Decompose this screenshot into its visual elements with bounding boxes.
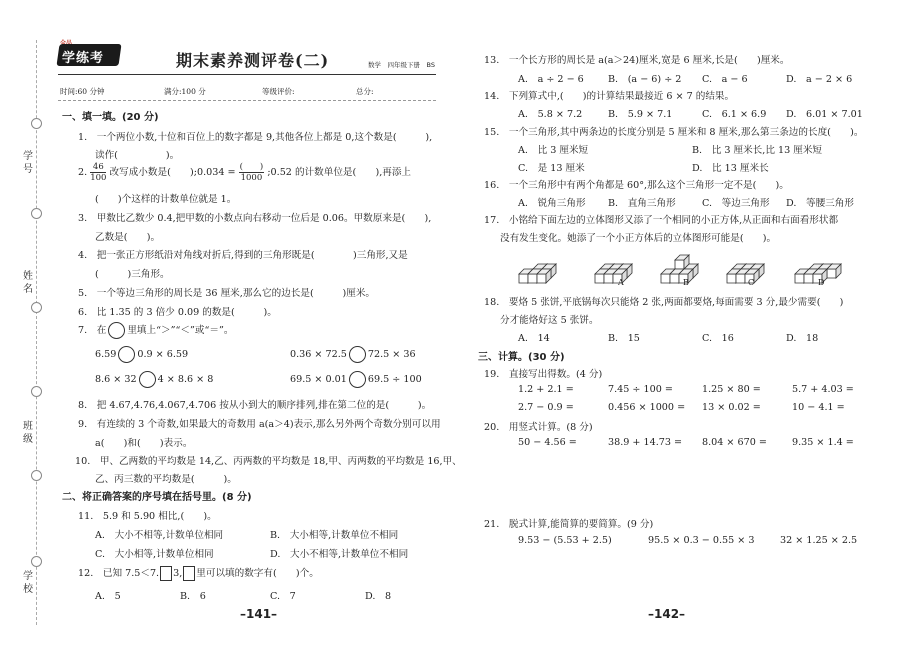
q11-option-c: C. 大小相等,计数单位相同 (95, 549, 214, 560)
answer-circle[interactable] (139, 371, 156, 388)
binding-hole (31, 208, 42, 219)
header-dash-rule (58, 100, 436, 101)
compare-3 (95, 371, 213, 388)
binding-hole (31, 118, 42, 129)
q13-option-d: D. a − 2 × 6 (786, 74, 853, 85)
q17-option-a: A (618, 278, 624, 287)
section-2-title: 二、将正确答案的序号填在括号里。(8 分) (62, 492, 252, 503)
binding-hole (31, 386, 42, 397)
q17-line1: 17. 小铭给下面左边的立体图形又添了一个相同的小正方体,从正面和右面看形状都 (484, 215, 839, 226)
binding-hole (31, 302, 42, 313)
q7-text-a: 7. 在 (78, 325, 107, 336)
q2-line2: ( )个这样的计数单位就是 1。 (95, 194, 237, 205)
q16-option-a: A. 锐角三角形 (518, 198, 586, 209)
q12-option-c: C. 7 (270, 591, 296, 602)
q12-text-b: 3, (173, 568, 183, 579)
compare-2 (290, 346, 416, 363)
q12-text-c: 里可以填的数字有( )个。 (196, 568, 319, 579)
q1-line2: 读作( )。 (95, 150, 180, 161)
calc-item: 5.7 + 4.03 = (792, 384, 854, 395)
calc-item: 7.45 ÷ 100 = (608, 384, 673, 395)
q17-option-d: D (818, 278, 825, 287)
compare-right: 69.5 ÷ 100 (367, 374, 422, 385)
q4-line1: 4. 把一张正方形纸沿对角线对折后,得到的三角形既是( )三角形,又是 (78, 250, 408, 261)
stepwise-calc-item: 9.53 − (5.53 + 2.5) (518, 535, 612, 546)
compare-1 (95, 346, 188, 363)
q16-option-d: D. 等腰三角形 (786, 198, 854, 209)
section-1-title: 一、填一填。(20 分) (62, 112, 159, 123)
label-school: 学校 (23, 571, 33, 595)
q13-option-b: B. (a − 6) ÷ 2 (608, 74, 682, 85)
page-title: 期末素养测评卷(二) (176, 51, 330, 70)
q18-option-c: C. 16 (702, 333, 734, 344)
q14-option-d: D. 6.01 × 7.01 (786, 109, 863, 120)
q17-option-c: C (748, 278, 755, 287)
q17-option-b: B (683, 278, 689, 287)
q2-text-mid: 改写成小数是( );0.034 = (109, 167, 236, 178)
compare-4 (290, 371, 422, 388)
q2-text-end: ;0.52 的计数单位是( ),再添上 (267, 167, 412, 178)
q7-line (78, 322, 234, 339)
stepwise-calc-item: 95.5 × 0.3 − 0.55 × 3 (648, 535, 755, 546)
vertical-calc-item: 38.9 + 14.73 = (608, 437, 683, 448)
grade-eval: 等级评价: (262, 87, 295, 96)
q16-option-c: C. 等边三角形 (702, 198, 770, 209)
exam-time: 时间:60 分钟 (60, 87, 105, 96)
q17-line2: 没有发生变化。她添了一个小正方体后的立体图形可能是( )。 (500, 233, 777, 244)
q13-option-c: C. a − 6 (702, 74, 748, 85)
fraction-blank-1000 (239, 162, 265, 183)
q15-option-a: A. 比 3 厘米短 (518, 145, 589, 156)
q18-option-b: B. 15 (608, 333, 640, 344)
q13: 13. 一个长方形的周长是 a(a＞24)厘米,宽是 6 厘米,长是( )厘米。 (484, 55, 790, 66)
q12-line (78, 565, 319, 581)
q16: 16. 一个三角形中有两个角都是 60°,那么这个三角形一定不是( )。 (484, 180, 789, 191)
calc-item: 2.7 − 0.9 = (518, 402, 574, 413)
q2-number: 2. (78, 167, 88, 178)
answer-circle (108, 322, 125, 339)
vertical-calc-item: 9.35 × 1.4 = (792, 437, 854, 448)
q10-line1: 10. 甲、乙两数的平均数是 14,乙、丙两数的平均数是 18,甲、丙两数的平均数是 16,甲、 (75, 456, 462, 467)
vertical-calc-item: 50 − 4.56 = (518, 437, 577, 448)
label-name: 姓名 (23, 271, 33, 295)
q20: 20. 用竖式计算。(8 分) (484, 422, 593, 433)
q9-line2: a( )和( )表示。 (95, 438, 193, 449)
answer-circle[interactable] (118, 346, 135, 363)
q12-text-a: 12. 已知 7.5＜7. (78, 568, 160, 579)
q11-option-b: B. 大小相等,计数单位不相同 (270, 530, 399, 541)
q5: 5. 一个等边三角形的周长是 36 厘米,那么它的边长是( )厘米。 (78, 288, 376, 299)
fraction-denominator: 100 (90, 173, 107, 183)
q6: 6. 比 1.35 的 3 倍少 0.09 的数是( )。 (78, 307, 277, 318)
compare-right: 72.5 × 36 (367, 349, 416, 360)
q1-line1: 1. 一个两位小数,十位和百位上的数字都是 9,其他各位上都是 0,这个数是( ), (78, 132, 433, 143)
q15: 15. 一个三角形,其中两条边的长度分别是 5 厘米和 8 厘米,那么第三条边的长度( )。 (484, 127, 864, 138)
calc-item: 0.456 × 1000 = (608, 402, 686, 413)
q9-line1: 9. 有连续的 3 个奇数,如果最大的奇数用 a(a＞4)表示,那么另外两个奇数分别可以用 (78, 419, 441, 430)
q7-text-b: 里填上“＞”“＜”或“＝”。 (127, 325, 234, 336)
compare-right: 0.9 × 6.59 (137, 349, 189, 360)
q18-option-d: D. 18 (786, 333, 819, 344)
book-meta: 数学 四年级下册 BS (368, 61, 435, 69)
compare-left: 6.59 (95, 349, 117, 360)
calc-item: 1.2 + 2.1 = (518, 384, 574, 395)
answer-box[interactable] (160, 566, 172, 581)
q10-line2: 乙、丙三数的平均数是( )。 (95, 474, 237, 485)
compare-left: 0.36 × 72.5 (290, 349, 347, 360)
q12-option-b: B. 6 (180, 591, 206, 602)
binding-hole (31, 470, 42, 481)
page-number-right: –142– (648, 607, 686, 621)
q11: 11. 5.9 和 5.90 相比,( )。 (78, 511, 217, 522)
q16-option-b: B. 直角三角形 (608, 198, 676, 209)
q21: 21. 脱式计算,能简算的要简算。(9 分) (484, 519, 654, 530)
stepwise-calc-item: 32 × 1.25 × 2.5 (780, 535, 858, 546)
q18-line2: 分才能烙好这 5 张饼。 (500, 315, 599, 326)
q2-line1 (78, 162, 411, 183)
calc-item: 10 − 4.1 = (792, 402, 845, 413)
q14-option-c: C. 6.1 × 6.9 (702, 109, 767, 120)
fraction-46-100 (90, 162, 106, 183)
compare-left: 69.5 × 0.01 (290, 374, 347, 385)
q15-option-d: D. 比 13 厘米长 (692, 163, 769, 174)
vertical-calc-item: 8.04 × 670 = (702, 437, 767, 448)
answer-circle[interactable] (349, 371, 366, 388)
q15-option-b: B. 比 3 厘米长,比 13 厘米短 (692, 145, 823, 156)
q15-option-c: C. 是 13 厘米 (518, 163, 585, 174)
label-class: 班级 (23, 421, 33, 445)
q3-line1: 3. 甲数比乙数少 0.4,把甲数的小数点向右移动一位后是 0.06。甲数原来是( ), (78, 213, 432, 224)
q13-option-a: A. a ÷ 2 − 6 (518, 74, 584, 85)
header-rule (58, 74, 436, 75)
q3-line2: 乙数是( )。 (95, 232, 161, 243)
logo-text: 学练考 (62, 51, 105, 66)
answer-circle[interactable] (349, 346, 366, 363)
fraction-numerator: ( ) (239, 162, 264, 172)
q4-line2: ( )三角形。 (95, 269, 170, 280)
page-number-left: –141– (240, 607, 278, 621)
q12-option-d: D. 8 (365, 591, 392, 602)
q18-line1: 18. 要烙 5 张饼,平底锅每次只能烙 2 张,两面都要烙,每面需要 3 分,最少需要( ) (484, 297, 844, 308)
label-student-id: 学号 (23, 151, 33, 175)
calc-item: 13 × 0.02 = (702, 402, 761, 413)
q14-option-b: B. 5.9 × 7.1 (608, 109, 673, 120)
q12-option-a: A. 5 (95, 591, 121, 602)
total-score: 总分: (356, 87, 374, 96)
q14: 14. 下列算式中,( )的计算结果最接近 6 × 7 的结果。 (484, 91, 735, 102)
fraction-denominator: 1000 (240, 173, 263, 183)
calc-item: 1.25 × 80 = (702, 384, 761, 395)
section-3-title: 三、计算。(30 分) (478, 352, 565, 363)
q11-option-a: A. 大小不相等,计数单位相同 (95, 530, 224, 541)
compare-left: 8.6 × 32 (95, 374, 137, 385)
q14-option-a: A. 5.8 × 7.2 (518, 109, 583, 120)
fraction-numerator: 46 (90, 162, 106, 173)
q11-option-d: D. 大小不相等,计数单位不相同 (270, 549, 409, 560)
q19: 19. 直接写出得数。(4 分) (484, 369, 603, 380)
binding-hole (31, 556, 42, 567)
q18-option-a: A. 14 (518, 333, 550, 344)
answer-box (183, 566, 195, 581)
q8: 8. 把 4.67,4.76,4.067,4.706 按从小到大的顺序排列,排在第二位的是( )。 (78, 400, 432, 411)
compare-right: 4 × 8.6 × 8 (157, 374, 214, 385)
full-score: 满分:100 分 (164, 87, 206, 96)
